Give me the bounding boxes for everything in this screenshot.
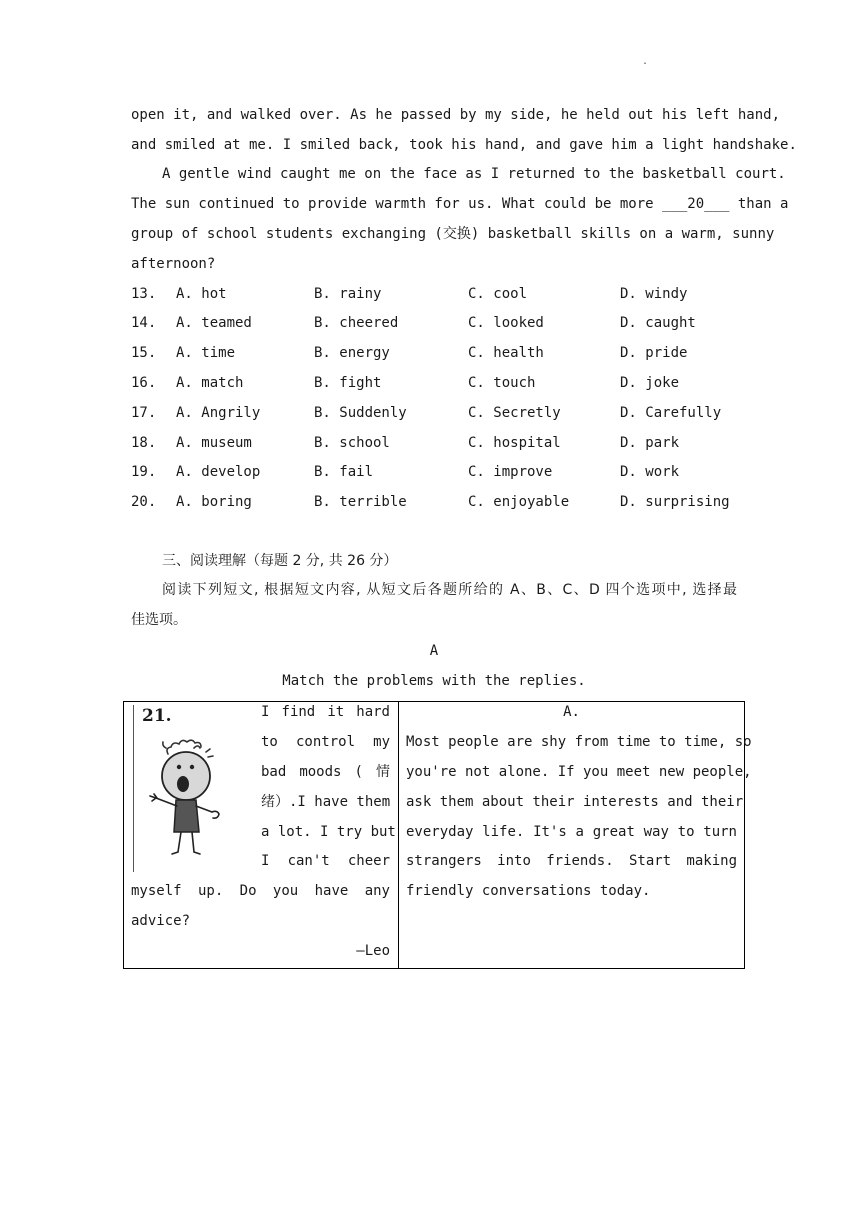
section-instructions-line-1: 阅读下列短文, 根据短文内容, 从短文后各题所给的 A、B、C、D 四个选项中, 选择最 <box>162 582 737 598</box>
option-b: B. fight <box>314 375 382 391</box>
option-d: D. windy <box>620 286 688 302</box>
problem-line-8: advice? <box>131 913 191 929</box>
question-number: 14. <box>131 315 157 331</box>
problem-line-5: a lot. I try but <box>261 824 396 840</box>
option-row-13 <box>131 284 751 304</box>
option-b: B. energy <box>314 345 390 361</box>
question-number: 16. <box>131 375 157 391</box>
passage-line-4: The sun continued to provide warmth for us. What could be more ___20___ than a <box>131 196 789 212</box>
option-a: A. teamed <box>176 315 252 331</box>
option-a: A. boring <box>176 494 252 510</box>
option-c: C. looked <box>468 315 544 331</box>
option-c: C. touch <box>468 375 536 391</box>
problem-line-2: to control my <box>261 734 390 750</box>
section-instructions-line-2: 佳选项。 <box>131 612 187 628</box>
option-b: B. cheered <box>314 315 399 331</box>
option-a: A. time <box>176 345 236 361</box>
option-d: D. pride <box>620 345 688 361</box>
image-border <box>133 705 134 872</box>
problem-line-3: bad moods ( 情 <box>261 764 390 780</box>
problem-line-1: I find it hard <box>261 704 390 720</box>
question-number: 18. <box>131 435 157 451</box>
passage-line-5: group of school students exchanging (交换) basketball skills on a warm, sunny <box>131 226 775 242</box>
option-row-17 <box>131 403 751 423</box>
problem-signature: —Leo <box>356 943 390 959</box>
reply-line-3: ask them about their interests and their <box>406 794 744 810</box>
option-c: C. health <box>468 345 544 361</box>
option-d: D. park <box>620 435 680 451</box>
reply-line-2: you're not alone. If you meet new people, <box>406 764 752 780</box>
option-c: C. cool <box>468 286 528 302</box>
option-c: C. Secretly <box>468 405 561 421</box>
passage-line-3: A gentle wind caught me on the face as I returned to the basketball court. <box>162 166 786 182</box>
option-d: D. surprising <box>620 494 730 510</box>
question-number: 20. <box>131 494 157 510</box>
reply-line-4: everyday life. It's a great way to turn <box>406 824 737 840</box>
shouting-boy-illustration <box>146 734 230 860</box>
option-d: D. caught <box>620 315 696 331</box>
question-number: 19. <box>131 464 157 480</box>
option-c: C. improve <box>468 464 553 480</box>
option-c: C. enjoyable <box>468 494 570 510</box>
section-title: 三、阅读理解（每题 2 分, 共 26 分） <box>162 553 398 569</box>
problem-line-6: I can't cheer <box>261 853 390 869</box>
header-mark: . <box>642 56 649 67</box>
reply-label: A. <box>563 704 580 720</box>
option-b: B. rainy <box>314 286 382 302</box>
option-row-19 <box>131 462 751 482</box>
option-d: D. Carefully <box>620 405 722 421</box>
option-d: D. joke <box>620 375 680 391</box>
option-d: D. work <box>620 464 680 480</box>
column-divider <box>398 702 399 968</box>
option-b: B. school <box>314 435 390 451</box>
option-b: B. fail <box>314 464 374 480</box>
option-a: A. museum <box>176 435 252 451</box>
passage-line-1: open it, and walked over. As he passed by my side, he held out his left hand, <box>131 107 781 123</box>
match-table <box>123 701 752 969</box>
part-label: A <box>429 643 439 659</box>
option-row-20 <box>131 492 751 512</box>
question-number: 17. <box>131 405 157 421</box>
option-a: A. match <box>176 375 244 391</box>
option-a: A. develop <box>176 464 261 480</box>
question-number: 13. <box>131 286 157 302</box>
reply-line-5: strangers into friends. Start making <box>406 853 737 869</box>
option-row-18 <box>131 433 751 453</box>
problem-line-7: myself up. Do you have any <box>131 883 390 899</box>
option-row-14 <box>131 313 751 333</box>
problem-line-4: 绪）.I have them <box>261 794 391 810</box>
passage-line-6: afternoon? <box>131 256 216 272</box>
option-c: C. hospital <box>468 435 561 451</box>
reply-line-6: friendly conversations today. <box>406 883 651 899</box>
option-a: A. hot <box>176 286 227 302</box>
passage-line-2: and smiled at me. I smiled back, took his hand, and gave him a light handshake. <box>131 137 797 153</box>
option-row-16 <box>131 373 751 393</box>
question-number-21: 21. <box>142 706 172 726</box>
part-subtitle: Match the problems with the replies. <box>282 673 586 689</box>
option-a: A. Angrily <box>176 405 261 421</box>
option-b: B. Suddenly <box>314 405 407 421</box>
question-number: 15. <box>131 345 157 361</box>
reply-line-1: Most people are shy from time to time, so <box>406 734 752 750</box>
option-b: B. terrible <box>314 494 407 510</box>
option-row-15 <box>131 343 751 363</box>
